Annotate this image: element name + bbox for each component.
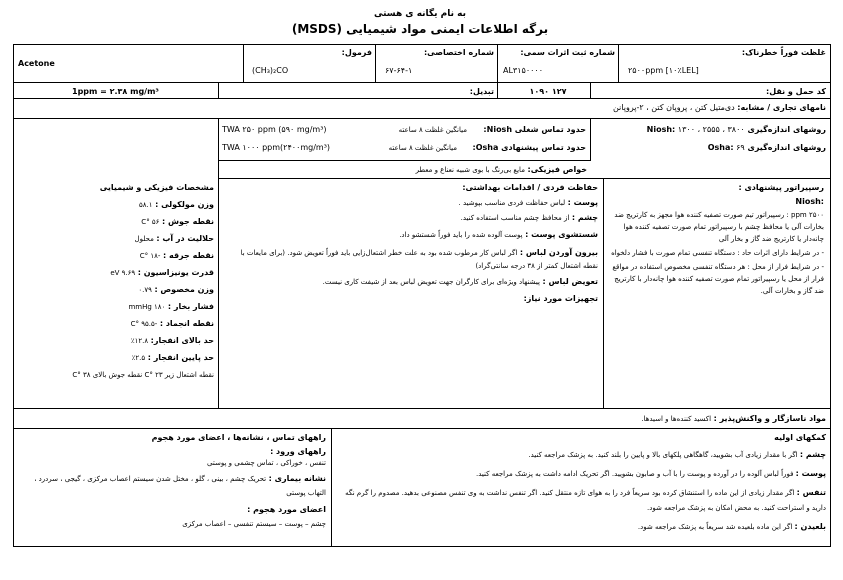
first-aid-text: اگر با مقدار زیادی آب بشویید، گاهگاهی پلکهای بالا و پایین را بلند کنید. به پزشک مراجعه کنید. [528, 451, 800, 459]
first-aid-label: تنفس : [796, 488, 826, 497]
first-aid-item [337, 519, 826, 534]
transport-label: کد حمل و نقل: [766, 87, 826, 96]
respirator-title: رسپیراتور پیشنهادی : [738, 183, 824, 192]
protection-remove-label: بیرون آوردن لباس : [519, 248, 598, 257]
first-aid-text: اگر این ماده بلعیده شد سریعاً به پزشک مراجعه شود. [637, 523, 795, 531]
protection-wash [224, 229, 598, 240]
conversion-label: تبدیل: [469, 87, 494, 96]
property-item [18, 250, 214, 261]
property-item [18, 233, 214, 244]
incompat-row [400, 413, 826, 424]
exposure-symptoms [18, 472, 326, 500]
conversion-value: 1ppm = ۲.۳۸ mg/m³ [72, 87, 159, 96]
exposure-section [18, 432, 326, 529]
protection-section [224, 182, 598, 304]
property-value: نقطه اشتعال زیر ۲۳ °C نقطه جوش بالای ۳۸ °C [72, 371, 214, 379]
property-value: ۱۸۰ mmHg [128, 303, 166, 311]
protection-eye-label: چشم : [571, 213, 598, 222]
protection-skin-text: لباس حفاظت فردی مناسب بپوشید . [458, 199, 566, 207]
incompat-value: اکسید کننده‌ها و اسیدها. [641, 415, 712, 423]
exposure-symptoms-text: تحریک چشم ، بینی ، گلو ، مختل شدن سیستم اعصاب مرکزی ، گیجی ، سردرد ، التهاب پوستی [34, 475, 326, 497]
exposure-title: راههای تماس ، نشانه‌ها ، اعضای مورد هجوم [151, 433, 326, 442]
exposure-symptoms-label: نشانه بیماری : [268, 474, 326, 483]
exposure-organs: چشم – پوست – سیستم تنفسی – اعصاب مرکزی [182, 520, 326, 528]
property-value: محلول [134, 235, 154, 243]
first-aid-label: چشم : [799, 450, 826, 459]
property-value: ۵۶ °C [141, 218, 160, 226]
first-aid-item [337, 447, 826, 462]
property-item [18, 284, 214, 295]
protection-remove-text: اگر لباس کار مرطوب شده بود به علت خطر اشتعال‌زایی باید فوراً تعویض شود. (برای مایعات با نقطه اشتعال کمتر از ۳۸ درجه سانتی‌گراد) [240, 249, 598, 270]
property-label: حد پایین انفجار : [147, 353, 214, 362]
basmala: به نام یگانه ی هستی [374, 9, 466, 19]
protection-eye [224, 212, 598, 223]
cas-value: ۶۷-۶۴-۱ [385, 66, 413, 75]
respirator-p3: - در شرایط فرار از محل : هر دستگاه تنفسی مخصوص استفاده در مواقع فرار از محل یا رسپیراتور تمام صورت تصفیه کننده هوا چانه‌دار با کارتریج ضد گاز و بخارات آلی. [612, 263, 824, 295]
property-item [18, 199, 214, 210]
synonyms-label: نامهای تجاری / مشابه: [737, 103, 826, 112]
property-item [18, 369, 214, 380]
niosh-methods-value: ۱۳۰۰ ، ۲۵۵۵ ، ۳۸۰۰ [677, 125, 745, 134]
properties-list [18, 199, 214, 380]
protection-title: حفاظت فردی / اقدامات بهداشتی: [462, 183, 598, 192]
protection-skin-label: پوست : [567, 198, 598, 207]
first-aid-label: پوست : [795, 469, 826, 478]
first-aid-text: اگر مقدار زیادی از این ماده را استنشاق کرده بود سریعاً فرد را به هوای تازه منتقل کنید. اگر تنفس نداشت به وی تنفس مصنوعی بدهید. مصدوم را گرم نگه دارید و استراحت کنید. به محض امکان به پزشک مراجعه شود. [345, 489, 826, 512]
property-value: ۲.۵٪ [131, 354, 146, 362]
property-value: -۹۵.۵ °C [130, 320, 158, 328]
incompat-label: مواد ناسازگار و واکنش‌پذیر : [713, 414, 826, 423]
niosh-limit-value: TWA ۲۵۰ ppm (۵۹۰ mg/m³) [222, 125, 327, 134]
synonyms-value: دی‌متیل کتن ، پروپان کتن ، ۲-پروپانن [612, 103, 735, 112]
niosh-methods-label: روشهای اندازه‌گیری Niosh: [646, 125, 826, 134]
protection-remove [224, 246, 598, 272]
cas-label: شماره اختصاصی: [423, 48, 494, 57]
first-aid-text: فوراً لباس آلوده را در آورده و پوست را با آب و صابون بشویید. اگر تحریک ادامه داشت به پزشک مراجعه کنید. [476, 470, 796, 478]
formula-value: (CH₃)₂CO [252, 66, 289, 75]
property-label: نقطه انجماد : [159, 319, 214, 328]
protection-equipment-label: تجهیزات مورد نیاز: [523, 294, 598, 303]
physical-props [222, 164, 587, 175]
physical-value: مایع بی‌رنگ با بوی شبیه نعناع و معطر [415, 166, 525, 174]
synonyms [420, 102, 826, 113]
property-value: ۱۲.۸٪ [130, 337, 149, 345]
first-aid-section [337, 432, 826, 534]
properties-title: مشخصات فیزیکی و شیمیایی [99, 183, 214, 192]
respirator-section [610, 182, 824, 297]
first-aid-list [337, 447, 826, 534]
osha-limit-label: حدود تماس پیشنهادی Osha: [472, 143, 586, 152]
exposure-entry-label: راههای ورود : [270, 447, 326, 456]
protection-change [224, 276, 598, 287]
rtecs-label: شماره ثبت اثرات سمی: [520, 48, 615, 57]
niosh-limit-label: حدود تماس شغلی Niosh: [483, 125, 586, 134]
osha-limit-value: TWA ۱۰۰۰ ppm(۲۴۰۰mg/m³) [222, 143, 331, 152]
respirator-p1: ppm ۲۵۰۰ : رسپیراتور تیم صورت تصفیه کننده هوا مجهز به کارتریج ضد بخارات آلی یا محافظ چشم با رسپیراتور تمام صورت تصفیه کننده هوا چانه‌دار یا کارتریج ضد گاز و بخار آلی [614, 211, 824, 243]
niosh-methods [594, 124, 826, 135]
osha-methods-value: ۶۹ [736, 143, 745, 152]
physical-label: خواص فیزیکی: [527, 165, 587, 174]
property-value: ۵۸.۱ [139, 201, 153, 209]
transport-codes: ۱۰۹۰ ۱۲۷ [529, 87, 567, 96]
property-item [18, 352, 214, 363]
exposure-organs-label: اعضای مورد هجوم : [247, 505, 326, 514]
protection-wash-label: شستشوی پوست : [525, 230, 598, 239]
property-label: فشار بخار : [167, 302, 214, 311]
rtecs-value: AL۳۱۵۰۰۰۰ [503, 66, 544, 75]
idlh-value: ۲۵۰۰ppm [۱۰٪LEL] [628, 66, 699, 75]
properties-section [18, 182, 214, 380]
property-item [18, 216, 214, 227]
respirator-p2: - در شرایط دارای اثرات حاد : دستگاه تنفسی تمام صورت با فشار دلخواه [611, 249, 824, 257]
page-title: برگه اطلاعات ایمنی مواد شیمیایی (MSDS) [291, 22, 549, 36]
property-value: ۹.۶۹ eV [110, 269, 136, 277]
protection-skin [224, 197, 598, 208]
first-aid-item [337, 485, 826, 515]
protection-eye-text: از محافظ چشم مناسب استفاده کنید. [460, 214, 570, 222]
respirator-niosh: Niosh: [795, 197, 824, 206]
first-aid-title: کمکهای اولیه [774, 433, 826, 442]
idlh-label: غلظت فوراً خطرناک: [741, 48, 826, 57]
property-value: ۰.۷۹ [138, 286, 152, 294]
property-label: وزن مولکولی : [155, 200, 214, 209]
property-item [18, 335, 214, 346]
property-item [18, 318, 214, 329]
osha-limit-desc: میانگین غلظت ۸ ساعته [388, 144, 457, 152]
niosh-limit-desc: میانگین غلظت ۸ ساعته [398, 126, 467, 134]
property-label: نقطه جرقه : [162, 251, 214, 260]
protection-change-text: پیشنهاد ویژه‌ای برای کارگران جهت تعویض لباس بعد از شیفت کاری نیست. [322, 278, 540, 286]
property-value: -۱۸ °C [139, 252, 161, 260]
property-item [18, 267, 214, 278]
property-label: قدرت یونیزاسیون : [137, 268, 214, 277]
first-aid-label: بلعیدن : [794, 522, 826, 531]
first-aid-item [337, 466, 826, 481]
exposure-entry: تنفس ، خوراکی ، تماس چشمی و پوستی [207, 459, 326, 467]
property-label: وزن مخصوص : [154, 285, 214, 294]
protection-change-label: تعویض لباس : [542, 277, 598, 286]
protection-wash-text: پوست آلوده شده را باید فوراً شستشو داد. [399, 231, 523, 239]
property-item [18, 301, 214, 312]
substance-name: Acetone [18, 59, 55, 68]
osha-methods [594, 142, 826, 153]
property-label: حلالیت در آب : [156, 234, 214, 243]
formula-label: فرمول: [341, 48, 372, 57]
property-label: حد بالای انفجار: [150, 336, 214, 345]
osha-methods-label: روشهای اندازه‌گیری Osha: [707, 143, 826, 152]
property-label: نقطه جوش : [162, 217, 214, 226]
